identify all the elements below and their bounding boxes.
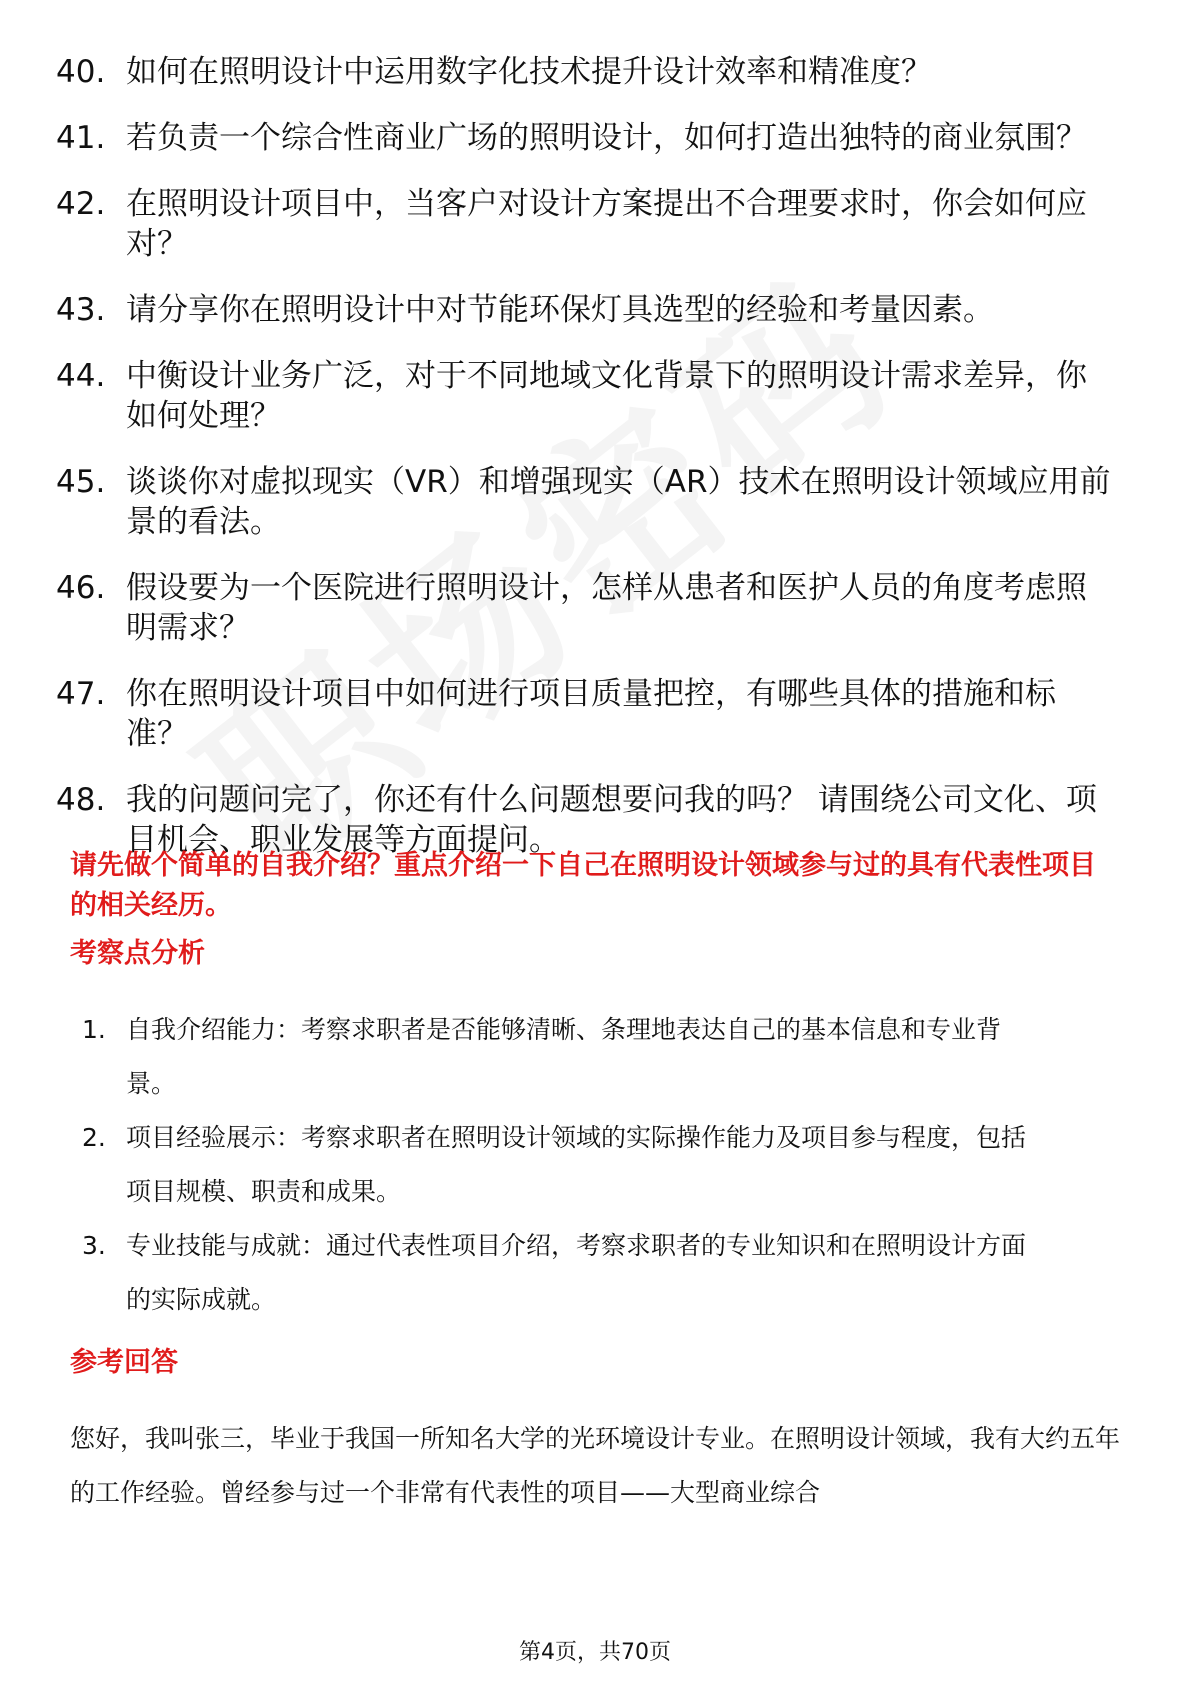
page-number: 第4页，共70页 [519,1640,671,1665]
question-text: 假设要为一个医院进行照明设计，怎样从患者和医护人员的角度考虑照明需求？ [126,570,1087,646]
question-item [56,356,1116,436]
analysis-number: 1. [82,1015,106,1044]
analysis-item [82,1003,1122,1111]
question-number: 45. [56,464,106,500]
question-number: 44. [56,358,106,394]
interview-question-heading: 请先做个简单的自我介绍？重点介绍一下自己在照明设计领域参与过的具有代表性项目的相关经历。 [70,850,1096,921]
question-number: 42. [56,186,106,222]
question-list [56,52,1116,886]
analysis-item [82,1111,1122,1219]
question-text: 我的问题问完了，你还有什么问题想要问我的吗？ 请围绕公司文化、项目机会、职业发展等方面提问。 [126,782,1097,858]
analysis-text: 项目经验展示：考察求职者在照明设计领域的实际操作能力及项目参与程度，包括项目规模、职责和成果。 [126,1123,1027,1206]
analysis-heading: 考察点分析 [70,938,205,969]
question-item [56,290,1116,330]
question-number: 47. [56,676,106,712]
question-number: 43. [56,292,106,328]
reference-answer-heading: 参考回答 [70,1347,178,1378]
question-number: 48. [56,782,106,818]
question-text: 你在照明设计项目中如何进行项目质量把控，有哪些具体的措施和标准？ [126,676,1056,752]
question-text: 请分享你在照明设计中对节能环保灯具选型的经验和考量因素。 [126,292,994,328]
question-item [56,674,1116,754]
question-item [56,52,1116,92]
question-number: 40. [56,54,106,90]
question-text: 中衡设计业务广泛，对于不同地域文化背景下的照明设计需求差异，你如何处理？ [126,358,1087,434]
question-text: 在照明设计项目中，当客户对设计方案提出不合理要求时，你会如何应对？ [126,186,1087,262]
question-item [56,462,1116,542]
analysis-text: 自我介绍能力：考察求职者是否能够清晰、条理地表达自己的基本信息和专业背景。 [126,1015,1002,1098]
question-item [56,568,1116,648]
analysis-item [82,1219,1122,1327]
analysis-number: 2. [82,1123,106,1152]
question-number: 41. [56,120,106,156]
question-text: 若负责一个综合性商业广场的照明设计，如何打造出独特的商业氛围？ [126,120,1087,156]
reference-answer-text: 您好，我叫张三，毕业于我国一所知名大学的光环境设计专业。在照明设计领域，我有大约五年的工作经验。曾经参与过一个非常有代表性的项目——大型商业综合 [70,1424,1121,1507]
question-number: 46. [56,570,106,606]
question-text: 如何在照明设计中运用数字化技术提升设计效率和精准度？ [126,54,932,90]
question-text: 谈谈你对虚拟现实（VR）和增强现实（AR）技术在照明设计领域应用前景的看法。 [126,464,1111,540]
analysis-list [82,1003,1122,1327]
analysis-number: 3. [82,1231,106,1260]
analysis-text: 专业技能与成就：通过代表性项目介绍，考察求职者的专业知识和在照明设计方面的实际成就。 [126,1231,1027,1314]
question-item [56,118,1116,158]
question-item [56,184,1116,264]
